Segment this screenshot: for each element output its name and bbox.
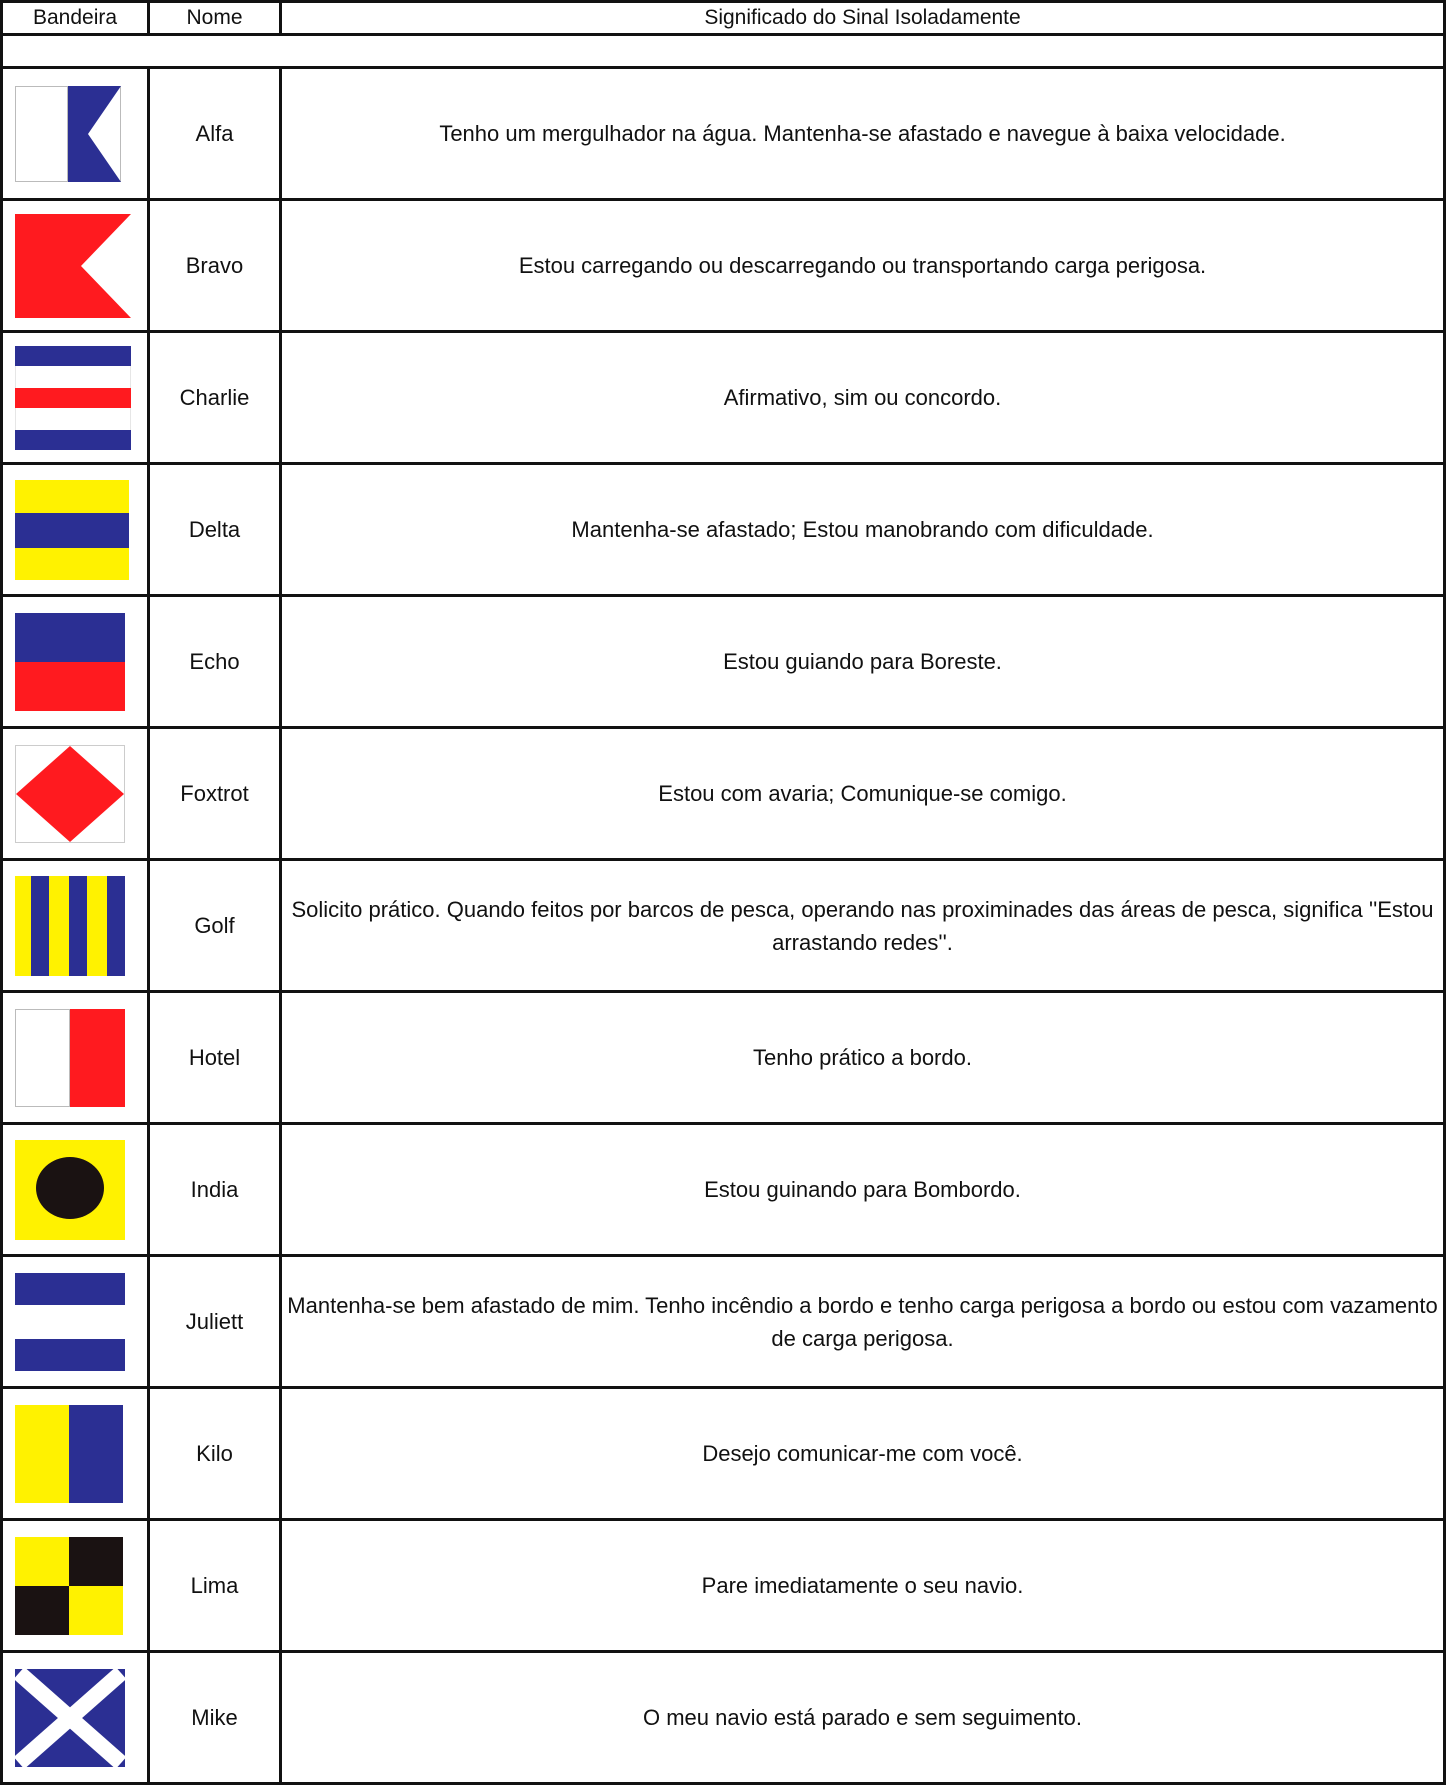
table-row <box>2 728 1445 860</box>
table-row <box>2 68 1445 200</box>
flag-meaning: Tenho prático a bordo. <box>281 992 1445 1124</box>
flag-cell <box>2 464 149 596</box>
flag-cell <box>2 1124 149 1256</box>
flag-name: Charlie <box>149 332 281 464</box>
flag-cell <box>2 728 149 860</box>
flag-meaning: Solicito prático. Quando feitos por barcos de pesca, operando nas proximinades das áreas de pesca, significa ''Estou arrastando redes''. <box>281 860 1445 992</box>
flag-meaning: Desejo comunicar-me com você. <box>281 1388 1445 1520</box>
flag-cell <box>2 200 149 332</box>
table-row <box>2 200 1445 332</box>
table-row <box>2 1256 1445 1388</box>
table-row <box>2 332 1445 464</box>
flag-name: Echo <box>149 596 281 728</box>
header-name: Nome <box>149 2 281 35</box>
india-flag-icon <box>15 1140 125 1240</box>
flag-name: Kilo <box>149 1388 281 1520</box>
header-flag: Bandeira <box>2 2 149 35</box>
table-row <box>2 992 1445 1124</box>
flag-name: Bravo <box>149 200 281 332</box>
table-row <box>2 1652 1445 1784</box>
flag-meaning: Estou carregando ou descarregando ou transportando carga perigosa. <box>281 200 1445 332</box>
juliett-flag-icon <box>15 1273 125 1371</box>
flag-cell <box>2 596 149 728</box>
flag-meaning: Estou com avaria; Comunique-se comigo. <box>281 728 1445 860</box>
table-row <box>2 1124 1445 1256</box>
flag-name: Delta <box>149 464 281 596</box>
table-row <box>2 860 1445 992</box>
lima-flag-icon <box>15 1537 123 1635</box>
flag-meaning: Estou guiando para Boreste. <box>281 596 1445 728</box>
foxtrot-flag-icon <box>15 745 125 843</box>
flag-name: India <box>149 1124 281 1256</box>
flag-name: Lima <box>149 1520 281 1652</box>
flag-cell <box>2 1256 149 1388</box>
flag-name: Golf <box>149 860 281 992</box>
header-row <box>2 2 1445 35</box>
blank-cell <box>2 35 1445 68</box>
mike-flag-icon <box>15 1669 125 1767</box>
blank-row <box>2 35 1445 68</box>
table-row <box>2 1388 1445 1520</box>
flag-cell <box>2 332 149 464</box>
bravo-flag-icon <box>15 214 131 318</box>
charlie-flag-icon <box>15 346 131 450</box>
flag-cell <box>2 860 149 992</box>
flag-name: Foxtrot <box>149 728 281 860</box>
kilo-flag-icon <box>15 1405 123 1503</box>
flag-cell <box>2 1388 149 1520</box>
flag-meaning: Tenho um mergulhador na água. Mantenha-se afastado e navegue à baixa velocidade. <box>281 68 1445 200</box>
flag-cell <box>2 1520 149 1652</box>
flag-name: Alfa <box>149 68 281 200</box>
flag-meaning: Pare imediatamente o seu navio. <box>281 1520 1445 1652</box>
flag-name: Mike <box>149 1652 281 1784</box>
alfa-flag-icon <box>15 86 121 182</box>
table-row <box>2 1520 1445 1652</box>
flag-cell <box>2 992 149 1124</box>
table-row <box>2 464 1445 596</box>
hotel-flag-icon <box>15 1009 125 1107</box>
flag-meaning: Mantenha-se bem afastado de mim. Tenho incêndio a bordo e tenho carga perigosa a bordo ou estou com vazamento de carga perigosa. <box>281 1256 1445 1388</box>
delta-flag-icon <box>15 480 129 580</box>
flag-meaning: Estou guinando para Bombordo. <box>281 1124 1445 1256</box>
header-meaning: Significado do Sinal Isoladamente <box>281 2 1445 35</box>
flag-meaning: Mantenha-se afastado; Estou manobrando com dificuldade. <box>281 464 1445 596</box>
table-row <box>2 596 1445 728</box>
flag-cell <box>2 68 149 200</box>
flag-meaning: O meu navio está parado e sem seguimento. <box>281 1652 1445 1784</box>
golf-flag-icon <box>15 876 125 976</box>
flag-meaning: Afirmativo, sim ou concordo. <box>281 332 1445 464</box>
echo-flag-icon <box>15 613 125 711</box>
flag-name: Hotel <box>149 992 281 1124</box>
flag-cell <box>2 1652 149 1784</box>
flag-name: Juliett <box>149 1256 281 1388</box>
